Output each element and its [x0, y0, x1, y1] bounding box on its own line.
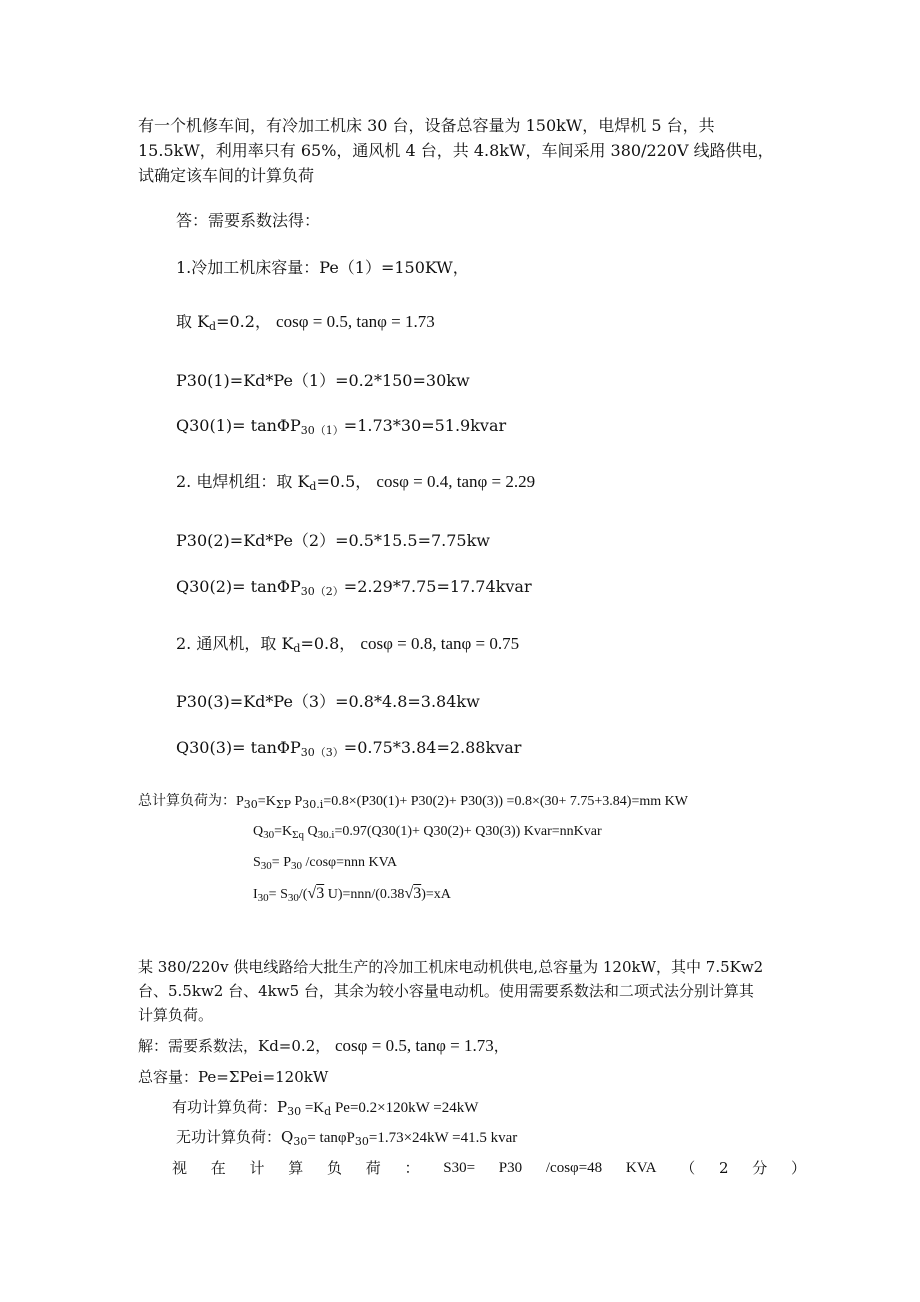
group2-heading-prefix: 2. 电焊机组：取 K: [176, 472, 310, 491]
group2-formula: cosφ = 0.4, tanφ = 2.29: [376, 472, 536, 491]
group1-kd-value: =0.2，: [216, 312, 271, 331]
group1-kd-prefix: 取 K: [176, 312, 210, 331]
apparent-char: ：: [404, 1159, 420, 1177]
problem2-line-3: 计算负荷。: [138, 1006, 214, 1024]
totals-s30-b-sub: 30: [290, 860, 302, 872]
totals-q30-b-sub: Σq: [292, 829, 305, 841]
totals-s30-c: /cosφ=nnn KVA: [301, 855, 398, 870]
reactive-b-sub: 30: [354, 1135, 369, 1148]
apparent-char: （: [680, 1159, 696, 1177]
totals-p30-a: P: [236, 794, 244, 809]
apparent-char: 算: [288, 1159, 304, 1177]
active-b-sub: d: [324, 1105, 332, 1118]
totals-i30-c: /(: [298, 887, 308, 902]
group3-q30: [176, 738, 521, 760]
group3-q30-sub: 30（3）: [300, 746, 344, 759]
totals-q30-b: =K: [274, 824, 293, 839]
totals-i30-b: = S: [268, 887, 288, 902]
group2-q30-value: =2.29*7.75=17.74kvar: [343, 577, 532, 596]
reactive-load-line: [176, 1127, 517, 1149]
group3-kd-value: =0.8，: [300, 634, 356, 653]
totals-p30-b: =K: [257, 794, 276, 809]
group3-formula: cosφ = 0.8, tanφ = 0.75: [360, 634, 520, 653]
group2-kd-value: =0.5，: [316, 472, 372, 491]
active-a-sub: 30: [287, 1105, 302, 1118]
group1-kd-line: [176, 312, 435, 334]
totals-p30-c: P: [291, 794, 303, 809]
group2-p30: P30(2)=Kd*Pe（2）=0.5*15.5=7.75kw: [176, 531, 490, 550]
group1-q30: [176, 416, 506, 438]
reactive-b: = tanφP: [307, 1130, 355, 1146]
problem2-line-1: 某 380/220v 供电线路给大批生产的冷加工机床电动机供电,总容量为 120kW，其中 7.5Kw2: [138, 958, 764, 976]
totals-p30-line: [138, 791, 688, 812]
totals-p30-b-sub: ΣP: [275, 798, 291, 811]
totals-i30-sqrt-1: 3: [316, 885, 325, 902]
apparent-load-line: [172, 1158, 806, 1178]
totals-s30-line: [253, 853, 397, 873]
group2-q30-prefix: Q30(2)= tanΦP: [176, 577, 301, 596]
apparent-char: S30=: [443, 1160, 476, 1176]
totals-q30-c: Q: [304, 824, 318, 839]
totals-q30-c-sub: 30.i: [317, 829, 335, 841]
totals-q30-line: [253, 822, 602, 842]
totals-q30-d: =0.97(Q30(1)+ Q30(2)+ Q30(3)) Kvar=nnKvar: [334, 824, 602, 839]
active-b: =K: [301, 1100, 325, 1116]
reactive-c: =1.73×24kW =41.5 kvar: [368, 1130, 518, 1146]
group2-q30-sub: 30（2）: [300, 585, 344, 598]
totals-label: 总计算负荷为：: [138, 793, 236, 809]
totals-p30-a-sub: 30: [243, 798, 258, 811]
group1-q30-value: =1.73*30=51.9kvar: [343, 416, 507, 435]
group3-heading-prefix: 2. 通风机，取 K: [176, 634, 294, 653]
group1-formula: cosφ = 0.5, tanφ = 1.73: [276, 312, 435, 331]
apparent-char: 计: [249, 1159, 265, 1177]
totals-q30-a-sub: 30: [263, 829, 275, 841]
group3-q30-prefix: Q30(3)= tanΦP: [176, 738, 301, 757]
group1-kd-sub: d: [209, 320, 217, 333]
totals-i30-d: U)=nnn/(0.38: [324, 887, 405, 902]
total-capacity: 总容量：Pe=ΣPei=120kW: [138, 1068, 329, 1086]
active-a: 有功计算负荷：P: [172, 1098, 288, 1116]
group3-p30: P30(3)=Kd*Pe（3）=0.8*4.8=3.84kw: [176, 692, 480, 711]
group3-heading: [176, 634, 519, 656]
apparent-char: 在: [210, 1159, 226, 1177]
totals-p30-c-sub: 30.i: [302, 798, 324, 811]
group2-kd-sub: d: [309, 480, 317, 493]
totals-i30-sqrt-2: 3: [413, 885, 422, 902]
problem2-line-2: 台、5.5kw2 台、4kw5 台，其余为较小容量电动机。使用需要系数法和二项式法分别计算其: [138, 982, 754, 1000]
apparent-char: 2: [718, 1159, 729, 1177]
totals-i30-line: [253, 884, 451, 905]
group2-heading: [176, 472, 535, 494]
totals-s30-a-sub: 30: [260, 860, 272, 872]
totals-q30-a: Q: [253, 824, 264, 839]
totals-i30-a: I: [253, 887, 258, 902]
reactive-a: 无功计算负荷：Q: [176, 1128, 294, 1146]
apparent-char: ）: [790, 1159, 806, 1177]
solution-prefix: 解：需要系数法，Kd=0.2，: [138, 1037, 331, 1055]
problem1-line-3: 试确定该车间的计算负荷: [138, 166, 315, 185]
problem1-line-1: 有一个机修车间，有冷加工机床 30 台，设备总容量为 150kW，电焊机 5 台，共: [138, 116, 715, 135]
solution-suffix: ，: [493, 1037, 509, 1055]
group1-p30: P30(1)=Kd*Pe（1）=0.2*150=30kw: [176, 371, 470, 390]
apparent-char: 负: [327, 1159, 343, 1177]
sqrt-icon: √: [404, 885, 414, 902]
sqrt-icon: √: [307, 885, 317, 902]
group3-q30-value: =0.75*3.84=2.88kvar: [343, 738, 522, 757]
active-load-line: [172, 1097, 478, 1119]
group1-q30-prefix: Q30(1)= tanΦP: [176, 416, 301, 435]
totals-s30-b: = P: [271, 855, 291, 870]
group2-q30: [176, 577, 532, 599]
apparent-char: KVA: [625, 1160, 657, 1176]
totals-s30-a: S: [253, 855, 261, 870]
solution-formula: cosφ = 0.5, tanφ = 1.73: [335, 1036, 494, 1055]
totals-p30-d: =0.8×(P30(1)+ P30(2)+ P30(3)) =0.8×(30+ 7.75+3.84)=mm KW: [323, 794, 688, 809]
group3-kd-sub: d: [293, 642, 301, 655]
apparent-char: 视: [172, 1159, 188, 1177]
totals-i30-e: )=xA: [421, 887, 451, 902]
answer-intro: 答：需要系数法得：: [176, 211, 321, 230]
totals-i30-a-sub: 30: [257, 892, 269, 904]
apparent-char: 分: [752, 1159, 768, 1177]
active-c: Pe=0.2×120kW =24kW: [331, 1100, 479, 1116]
apparent-char: P30: [498, 1160, 523, 1176]
group1-q30-sub: 30（1）: [300, 424, 344, 437]
problem1-line-2: 15.5kW，利用率只有 65%，通风机 4 台，共 4.8kW，车间采用 380/220V 线路供电，: [138, 141, 774, 160]
problem2-solution-line: [138, 1036, 509, 1056]
reactive-a-sub: 30: [293, 1135, 308, 1148]
group1-heading: 1.冷加工机床容量：Pe（1）=150KW，: [176, 258, 469, 277]
totals-i30-b-sub: 30: [287, 892, 299, 904]
apparent-char: 荷: [365, 1159, 381, 1177]
apparent-char: /cosφ=48: [545, 1160, 603, 1176]
